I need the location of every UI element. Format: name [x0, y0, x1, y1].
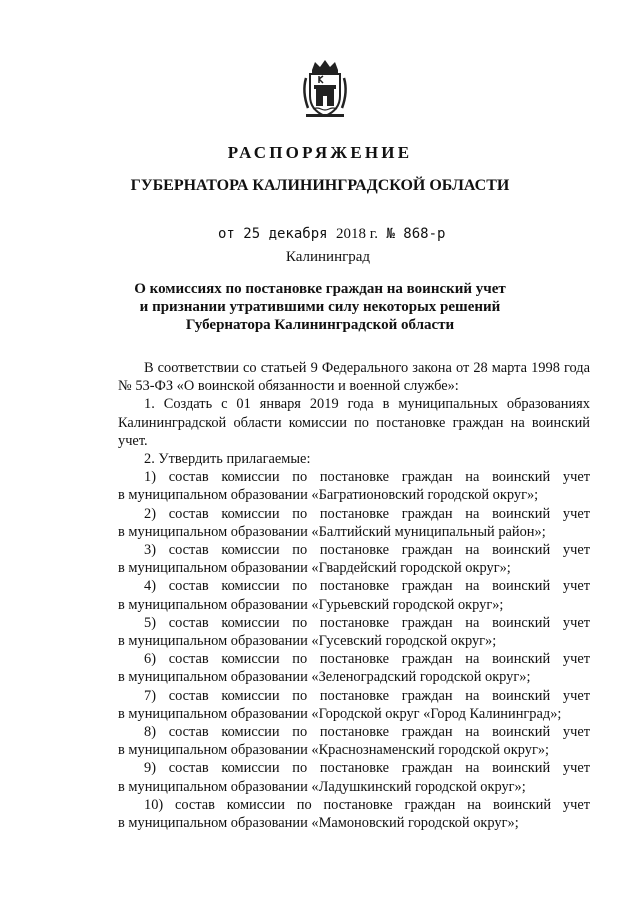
document-heading	[0, 280, 640, 334]
list-item-line1: 4) состав комиссии по постановке граждан на воинский учет	[144, 578, 590, 595]
document-date: от 25 декабря	[218, 226, 328, 242]
document-body	[118, 359, 590, 832]
list-item-line1: 7) состав комиссии по постановке граждан на воинский учет	[144, 687, 590, 704]
list-item-line2: в муниципальном образовании «Гурьевский городской округ»;	[118, 596, 504, 613]
list-item-line1: 8) состав комиссии по постановке граждан на воинский учет	[144, 724, 590, 741]
list-item-line1: 1) состав комиссии по постановке граждан на воинский учет	[144, 469, 590, 486]
point-1: 1. Создать с 01 января 2019 года в муниципальных образованиях Калининградской области комиссии по постановке граждан на воинский учет.	[118, 396, 590, 449]
list-item-line2: в муниципальном образовании «Багратионовский городской округ»;	[118, 487, 539, 504]
document-number: № 868-р	[386, 226, 446, 242]
document-date-line	[218, 226, 445, 243]
list-item-line1: 3) состав комиссии по постановке граждан на воинский учет	[144, 542, 590, 559]
document-city: Калининград	[285, 249, 371, 265]
list-item	[118, 468, 590, 504]
document-year: 2018 г.	[336, 226, 378, 242]
list-item-line2: в муниципальном образовании «Гвардейский городской округ»;	[118, 560, 511, 577]
list-item	[118, 687, 590, 723]
list-item	[118, 723, 590, 759]
document-title: РАСПОРЯЖЕНИЕ	[227, 143, 413, 162]
document-subtitle: ГУБЕРНАТОРА КАЛИНИНГРАДСКОЙ ОБЛАСТИ	[130, 177, 510, 194]
intro-paragraph: В соответствии со статьей 9 Федерального закона от 28 марта 1998 года № 53-ФЗ «О воинской обязанности и военной службе»:	[118, 360, 590, 395]
heading-line: О комиссиях по постановке граждан на воинский учет	[134, 281, 506, 297]
list-item-line1: 6) состав комиссии по постановке граждан на воинский учет	[144, 651, 590, 668]
list-item-line1: 10) состав комиссии по постановке граждан на воинский учет	[144, 796, 590, 813]
list-item	[118, 759, 590, 795]
list-item	[118, 541, 590, 577]
list-item	[118, 650, 590, 686]
list-item-line2: в муниципальном образовании «Балтийский муниципальный район»;	[118, 523, 546, 540]
list-item	[118, 577, 590, 613]
list-item-line2: в муниципальном образовании «Ладушкинский городской округ»;	[118, 778, 526, 795]
list-item	[118, 614, 590, 650]
list-item-line2: в муниципальном образовании «Краснознаменский городской округ»;	[118, 742, 550, 759]
list-item-line2: в муниципальном образовании «Зеленоградский городской округ»;	[118, 669, 531, 686]
list-item	[118, 505, 590, 541]
list-item-line2: в муниципальном образовании «Городской округ «Город Калининград»;	[118, 705, 562, 722]
heading-line: Губернатора Калининградской области	[185, 317, 455, 333]
kaliningrad-coat-of-arms-icon	[300, 58, 350, 120]
list-item-line1: 5) состав комиссии по постановке граждан на воинский учет	[144, 614, 590, 631]
list-item-line2: в муниципальном образовании «Гусевский городской округ»;	[118, 633, 497, 650]
list-item-line1: 2) состав комиссии по постановке граждан на воинский учет	[144, 505, 590, 522]
list-item-line2: в муниципальном образовании «Мамоновский городской округ»;	[118, 815, 519, 832]
heading-line: и признании утратившими силу некоторых решений	[139, 299, 501, 315]
list-item-line1: 9) состав комиссии по постановке граждан на воинский учет	[144, 760, 590, 777]
point-2: 2. Утвердить прилагаемые:	[144, 451, 311, 468]
list-item	[118, 796, 590, 832]
